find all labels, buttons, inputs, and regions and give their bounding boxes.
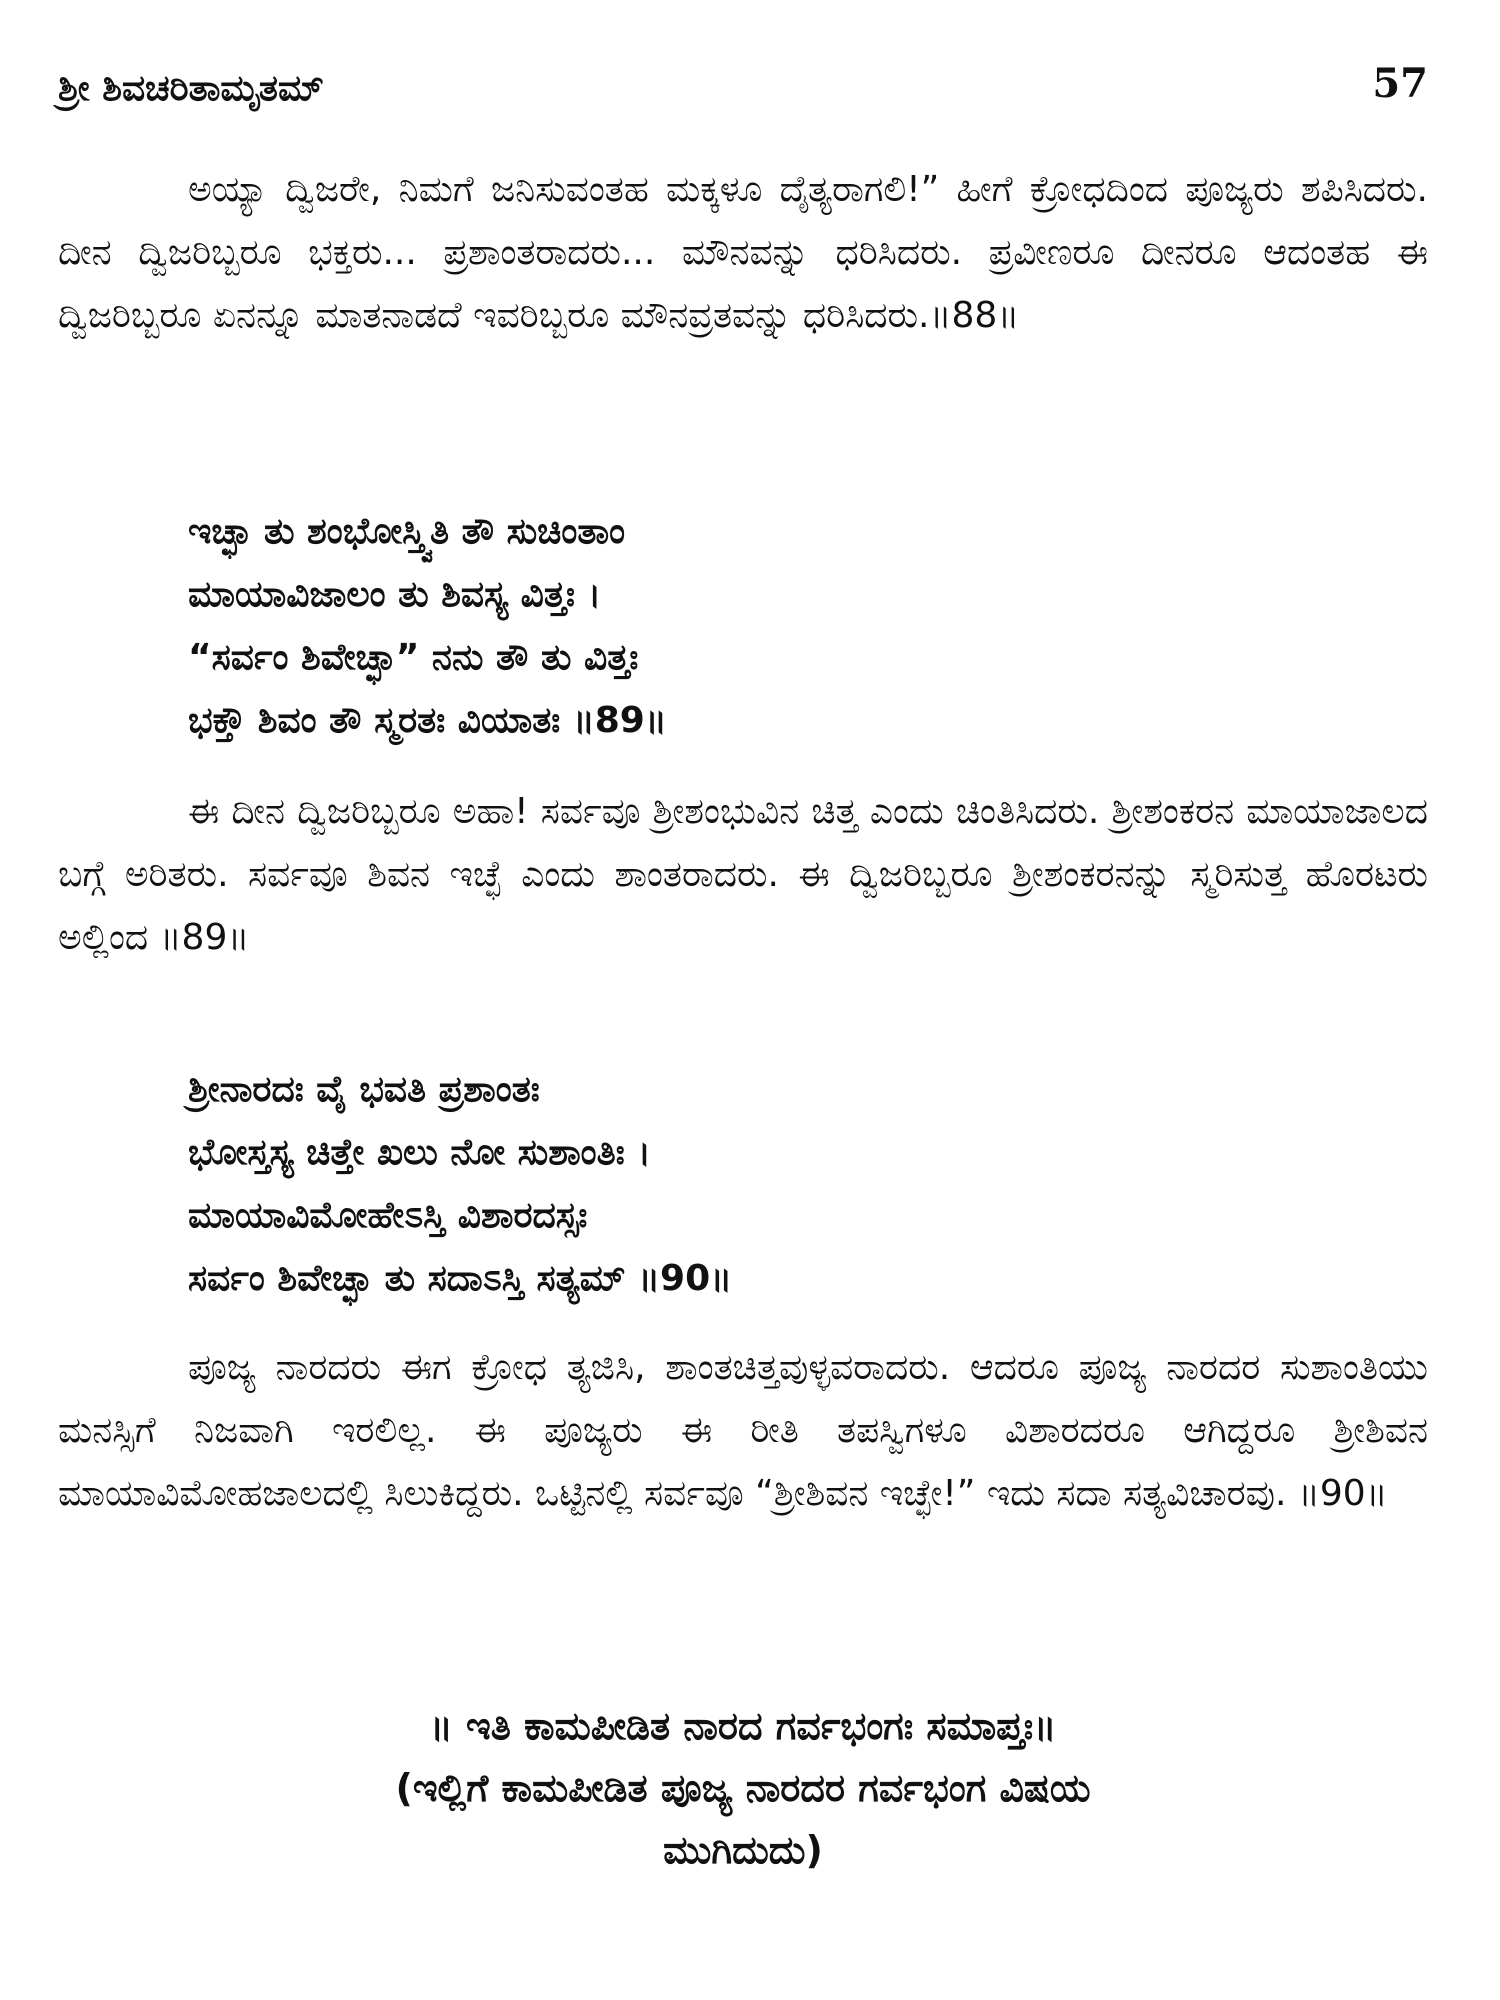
verse-line: ಮಾಯಾವಿಜಾಲಂ ತು ಶಿವಸ್ಯ ವಿತ್ತಃ ।: [188, 574, 602, 615]
verse-90: [188, 1058, 1288, 1310]
page-header: [58, 60, 1428, 120]
verse-line: ಮಾಯಾವಿಮೋಹೇಽಸ್ತಿ ವಿಶಾರದಸ್ಸಃ: [188, 1195, 588, 1236]
verse-line: ಸರ್ವಂ ಶಿವೇಚ್ಛಾ ತು ಸದಾಽಸ್ತಿ ಸತ್ಯಮ್ ॥90॥: [188, 1258, 733, 1299]
colophon-kannada: (ಇಲ್ಲಿಗೆ ಕಾಮಪೀಡಿತ ಪೂಜ್ಯ ನಾರದರ ಗರ್ವಭಂಗ ವಿಷಯ: [395, 1766, 1091, 1810]
verse-line: ಭಕ್ತೌ ಶಿವಂ ತೌ ಸ್ಮರತಃ ವಿಯಾತಃ ॥89॥: [188, 700, 667, 741]
running-title: ಶ್ರೀ ಶಿವಚರಿತಾಮೃತಮ್: [58, 68, 324, 109]
paragraph-text: ಈ ದೀನ ದ್ವಿಜರಿಬ್ಬರೂ ಅಹಾ! ಸರ್ವವೂ ಶ್ರೀಶಂಭುವಿನ ಚಿತ್ತ ಎಂದು ಚಿಂತಿಸಿದರು. ಶ್ರೀಶಂಕರನ ಮಾಯಾಜಾಲದ ಬಗ್ಗೆ ಅರಿತರು. ಸರ್ವವೂ ಶಿವನ ಇಚ್ಛೆ ಎಂದು ಶಾಂತರಾದರು. ಈ ದ್ವಿಜರಿಬ್ಬರೂ ಶ್ರೀಶಂಕರನನ್ನು ಸ್ಮರಿಸುತ್ತ ಹೊರಟರು ಅಲ್ಲಿಂದ ॥89॥: [58, 791, 1428, 958]
colophon-kannada-end: ಮುಗಿದುದು): [663, 1828, 823, 1872]
verse-line: ಶ್ರೀನಾರದಃ ವೈ ಭವತಿ ಪ್ರಶಾಂತಃ: [188, 1069, 540, 1110]
paragraph-90: [58, 1336, 1428, 1525]
verse-line: ಇಚ್ಛಾ ತು ಶಂಭೋಸ್ತ್ವಿತಿ ತೌ ಸುಚಿಂತಾಂ: [188, 511, 626, 552]
colophon-sanskrit: ॥ ಇತಿ ಕಾಮಪೀಡಿತ ನಾರದ ಗರ್ವಭಂಗಃ ಸಮಾಪ್ತಃ॥: [429, 1704, 1057, 1748]
paragraph-89: [58, 780, 1428, 969]
verse-line: “ಸರ್ವಂ ಶಿವೇಚ್ಛಾ” ನನು ತೌ ತು ವಿತ್ತಃ: [188, 637, 639, 678]
paragraph-text: ಪೂಜ್ಯ ನಾರದರು ಈಗ ಕ್ರೋಧ ತ್ಯಜಿಸಿ, ಶಾಂತಚಿತ್ತವುಳ್ಳವರಾದರು. ಆದರೂ ಪೂಜ್ಯ ನಾರದರ ಸುಶಾಂತಿಯು ಮನಸ್ಸಿಗೆ ನಿಜವಾಗಿ ಇರಲಿಲ್ಲ. ಈ ಪೂಜ್ಯರು ಈ ರೀತಿ ತಪಸ್ವಿಗಳೂ ವಿಶಾರದರೂ ಆಗಿದ್ದರೂ ಶ್ರೀಶಿವನ ಮಾಯಾವಿಮೋಹಜಾಲದಲ್ಲಿ ಸಿಲುಕಿದ್ದರು. ಒಟ್ಟಿನಲ್ಲಿ ಸರ್ವವೂ “ಶ್ರೀಶಿವನ ಇಚ್ಛೇ!” ಇದು ಸದಾ ಸತ್ಯವಿಚಾರವು. ॥90॥: [58, 1347, 1428, 1514]
verse-89: [188, 500, 1288, 752]
paragraph-text: ಅಯ್ಯಾ ದ್ವಿಜರೇ, ನಿಮಗೆ ಜನಿಸುವಂತಹ ಮಕ್ಕಳೂ ದೈತ್ಯರಾಗಲಿ!” ಹೀಗೆ ಕ್ರೋಧದಿಂದ ಪೂಜ್ಯರು ಶಪಿಸಿದರು. ದೀನ ದ್ವಿಜರಿಬ್ಬರೂ ಭಕ್ತರು... ಪ್ರಶಾಂತರಾದರು... ಮೌನವನ್ನು ಧರಿಸಿದರು. ಪ್ರವೀಣರೂ ದೀನರೂ ಆದಂತಹ ಈ ದ್ವಿಜರಿಬ್ಬರೂ ಏನನ್ನೂ ಮಾತನಾಡದೆ ಇವರಿಬ್ಬರೂ ಮೌನವ್ರತವನ್ನು ಧರಿಸಿದರು.॥88॥: [58, 169, 1428, 336]
chapter-colophon: [58, 1695, 1428, 1881]
page-number: 57: [1372, 60, 1428, 107]
paragraph-88: [58, 158, 1428, 347]
verse-line: ಭೋಸ್ತಸ್ಯ ಚಿತ್ತೇ ಖಲು ನೋ ಸುಶಾಂತಿಃ ।: [188, 1132, 651, 1173]
